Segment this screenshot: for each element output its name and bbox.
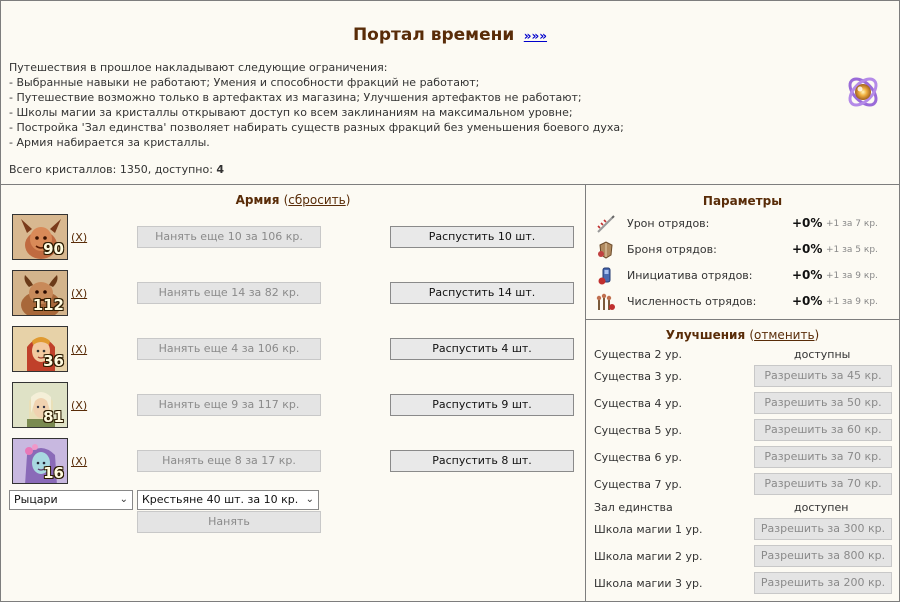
param-cost: +1 за 9 кр. — [826, 297, 878, 307]
page-title: Портал времени — [352, 25, 515, 45]
param-label: Урон отрядов: — [627, 217, 710, 230]
hire-unit-button[interactable]: Нанять — [137, 511, 321, 533]
restriction-line: - Выбранные навыки не работают; Умения и способности фракций не работают; — [9, 76, 480, 90]
restriction-line: Путешествия в прошлое накладывают следующие ограничения: — [9, 61, 388, 74]
unit-hire-button[interactable]: Нанять еще 9 за 117 кр. — [137, 394, 321, 416]
unit-portrait-5 — [12, 438, 68, 484]
upgrade-allow-button[interactable]: Разрешить за 60 кр. — [754, 419, 892, 441]
upgrade-status: доступен — [794, 501, 849, 514]
chevron-down-icon: ⌄ — [119, 494, 128, 505]
restriction-line: - Армия набирается за кристаллы. — [9, 136, 210, 150]
unit-dismiss-button[interactable]: Распустить 14 шт. — [390, 282, 574, 304]
upgrade-label: Существа 6 ур. — [594, 451, 682, 464]
army-title: Армия — [235, 193, 280, 207]
upgrade-allow-button[interactable]: Разрешить за 45 кр. — [754, 365, 892, 387]
unit-remove-link[interactable]: (X) — [71, 343, 88, 356]
unit-count: 36 — [43, 352, 64, 370]
unit-remove-link[interactable]: (X) — [71, 287, 88, 300]
portal-icon — [845, 72, 881, 112]
upgrades-header: Улучшения (отменить) — [665, 328, 820, 342]
upgrades-panel — [586, 320, 899, 601]
restriction-line: - Школы магии за кристаллы открывают доступ ко всем заклинаниям на максимальном уровне; — [9, 106, 573, 120]
upgrade-label: Существа 5 ур. — [594, 424, 682, 437]
chevron-down-icon: ⌄ — [305, 494, 314, 505]
unit-dismiss-button[interactable]: Распустить 9 шт. — [390, 394, 574, 416]
upgrade-label: Школа магии 1 ур. — [594, 523, 703, 536]
unit-dismiss-button[interactable]: Распустить 4 шт. — [390, 338, 574, 360]
unit-hire-button[interactable]: Нанять еще 4 за 106 кр. — [137, 338, 321, 360]
upgrade-allow-button[interactable]: Разрешить за 300 кр. — [754, 518, 892, 540]
initiative-icon — [596, 266, 616, 286]
unit-count: 90 — [43, 240, 64, 258]
title-row — [1, 25, 899, 45]
upgrades-title: Улучшения — [665, 328, 746, 342]
faction-select[interactable] — [9, 490, 133, 510]
param-row-armor — [596, 240, 886, 260]
parameters-title: Параметры — [702, 194, 783, 208]
param-row-troops — [596, 292, 886, 312]
param-value: +0% — [792, 294, 823, 308]
upgrade-status: доступны — [794, 348, 851, 361]
param-cost: +1 за 5 кр. — [826, 245, 878, 255]
upgrade-label: Школа магии 2 ур. — [594, 550, 703, 563]
param-value: +0% — [792, 268, 823, 282]
upgrade-label: Школа магии 3 ур. — [594, 577, 703, 590]
faction-select-value: Рыцари — [14, 493, 58, 506]
param-label: Броня отрядов: — [627, 243, 717, 256]
unit-dismiss-button[interactable]: Распустить 10 шт. — [390, 226, 574, 248]
param-row-initiative — [596, 266, 886, 286]
parameters-panel — [586, 185, 899, 320]
armor-icon — [596, 240, 616, 260]
unit-select[interactable] — [137, 490, 319, 510]
upgrade-allow-button[interactable]: Разрешить за 70 кр. — [754, 473, 892, 495]
upgrade-label: Существа 7 ур. — [594, 478, 682, 491]
param-cost: +1 за 7 кр. — [826, 219, 878, 229]
troops-icon — [596, 292, 616, 312]
unit-count: 112 — [32, 296, 64, 314]
crystals-total-label: Всего кристаллов: 1350, доступно: — [9, 163, 217, 176]
upgrades-cancel-link[interactable]: отменить — [754, 328, 815, 342]
restriction-line: - Постройка 'Зал единства' позволяет набирать существ разных фракций без уменьшения боевого духа; — [9, 121, 624, 135]
param-value: +0% — [792, 216, 823, 230]
unit-dismiss-button[interactable]: Распустить 8 шт. — [390, 450, 574, 472]
unit-portrait-4 — [12, 382, 68, 428]
param-value: +0% — [792, 242, 823, 256]
army-panel — [1, 185, 586, 601]
param-label: Инициатива отрядов: — [627, 269, 753, 282]
unit-hire-button[interactable]: Нанять еще 14 за 82 кр. — [137, 282, 321, 304]
unit-select-value: Крестьяне 40 шт. за 10 кр. — [142, 493, 299, 506]
upgrade-label: Существа 2 ур. — [594, 348, 682, 361]
portal-info-panel — [1, 1, 899, 185]
damage-icon — [596, 214, 616, 234]
crystals-available-value: 4 — [216, 163, 225, 176]
unit-portrait-3 — [12, 326, 68, 372]
upgrade-label: Существа 3 ур. — [594, 370, 682, 383]
upgrade-allow-button[interactable]: Разрешить за 70 кр. — [754, 446, 892, 468]
upgrade-allow-button[interactable]: Разрешить за 50 кр. — [754, 392, 892, 414]
restrictions-text — [9, 60, 624, 151]
army-reset-link[interactable]: сбросить — [288, 193, 346, 207]
restriction-line: - Путешествие возможно только в артефактах из магазина; Улучшения артефактов не работают; — [9, 91, 582, 105]
unit-portrait-2 — [12, 270, 68, 316]
upgrade-allow-button[interactable]: Разрешить за 200 кр. — [754, 572, 892, 594]
unit-portrait-1 — [12, 214, 68, 260]
unit-hire-button[interactable]: Нанять еще 10 за 106 кр. — [137, 226, 321, 248]
upgrade-label: Зал единства — [594, 501, 673, 514]
unit-count: 81 — [43, 408, 64, 426]
unit-count: 16 — [43, 464, 64, 482]
param-row-damage — [596, 214, 886, 234]
army-header: Армия (сбросить) — [235, 193, 351, 207]
param-cost: +1 за 9 кр. — [826, 271, 878, 281]
crystals-total — [9, 163, 224, 176]
unit-remove-link[interactable]: (X) — [71, 455, 88, 468]
unit-remove-link[interactable]: (X) — [71, 399, 88, 412]
title-more-link[interactable]: »»» — [523, 29, 548, 43]
upgrade-label: Существа 4 ур. — [594, 397, 682, 410]
upgrade-allow-button[interactable]: Разрешить за 800 кр. — [754, 545, 892, 567]
param-label: Численность отрядов: — [627, 295, 757, 308]
unit-remove-link[interactable]: (X) — [71, 231, 88, 244]
unit-hire-button[interactable]: Нанять еще 8 за 17 кр. — [137, 450, 321, 472]
